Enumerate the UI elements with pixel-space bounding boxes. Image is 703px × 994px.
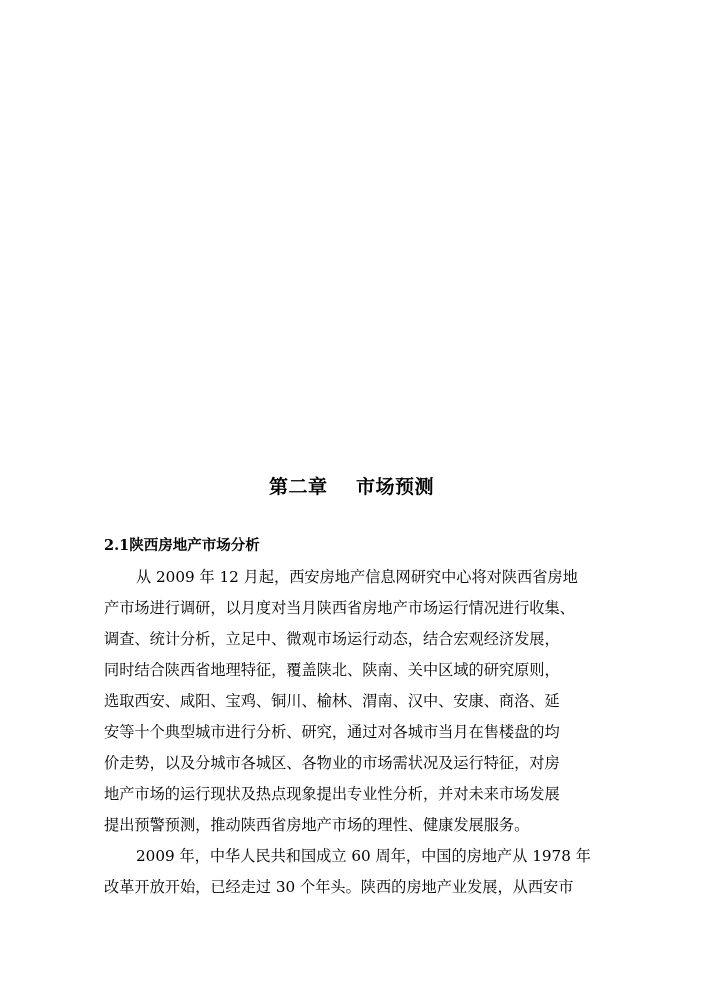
section-heading: 2.1陕西房地产市场分析 [104,537,260,554]
paragraph-1-line-6: 安等十个典型城市进行分析、研究，通过对各城市当月在售楼盘的均 [104,723,560,741]
paragraph-1-line-8: 地产市场的运行现状及热点现象提出专业性分析，并对未来市场发展 [104,785,560,803]
paragraph-1-line-5: 选取西安、咸阳、宝鸡、铜川、榆林、渭南、汉中、安康、商洛、延 [104,692,560,710]
chapter-title: 第二章 市场预测 [269,476,434,498]
paragraph-1-line-4: 同时结合陕西省地理特征，覆盖陕北、陕南、关中区域的研究原则， [104,661,560,679]
paragraph-1-line-3: 调查、统计分析，立足中、微观市场运行动态，结合宏观经济发展， [104,630,560,648]
paragraph-1-line-2: 产市场进行调研，以月度对当月陕西省房地产市场运行情况进行收集、 [104,599,575,617]
paragraph-2-line-1: 2009 年，中华人民共和国成立 60 周年，中国的房地产从 1978 年 [136,847,591,865]
paragraph-1-line-9: 提出预警预测，推动陕西省房地产市场的理性、健康发展服务。 [104,816,530,834]
paragraph-1-line-1: 从 2009 年 12 月起，西安房地产信息网研究中心将对陕西省房地 [136,568,578,586]
paragraph-2-line-2: 改革开放开始，已经走过 30 个年头。陕西的房地产业发展，从西安市 [104,878,574,896]
paragraph-1-line-7: 价走势，以及分城市各城区、各物业的市场需状况及运行特征，对房 [104,754,560,772]
